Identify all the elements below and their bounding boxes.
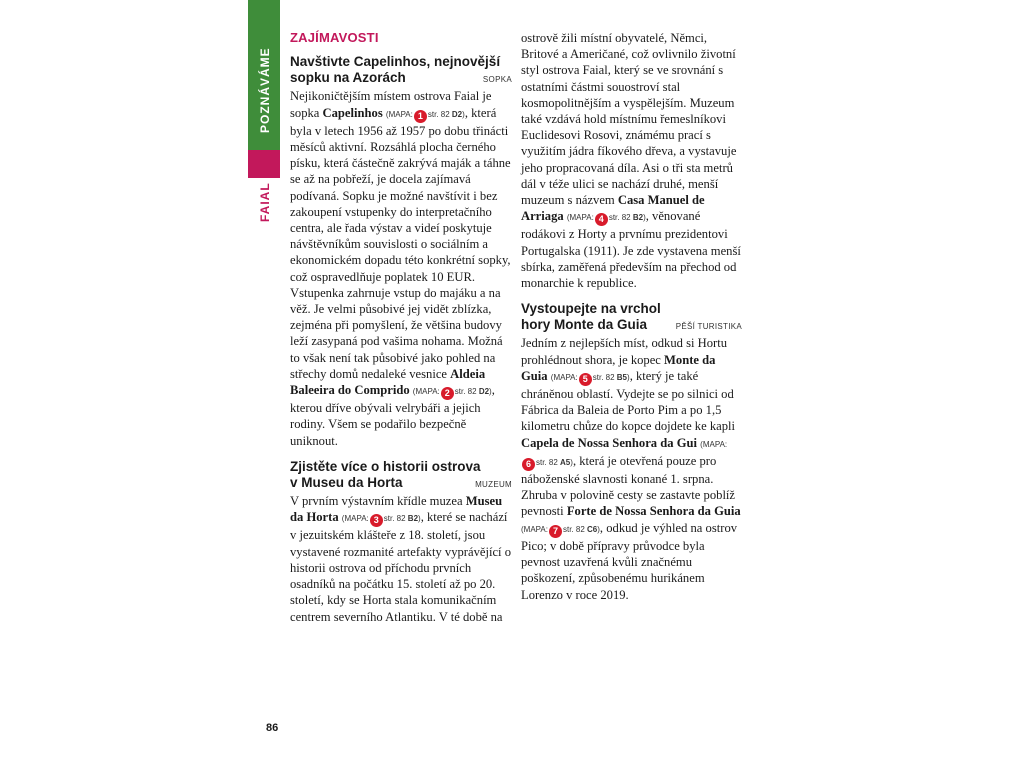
place-name: Aldeia Baleeira do Comprido xyxy=(290,366,486,398)
place-name: Museu da Horta xyxy=(290,494,503,525)
article-body-part1: V prvním výstavním křídle muzea Museu da Horta (MAPA: 3 str. 82 B2), které se nachází v jezuitském klášteře z 18. století, jsou vystavené rozmanité artefakty vyprávějící o historii ostrova od příchodu prvních osadníků na počátku 15. století až po 20. století, kdy se Horta stala komunikačním centrem severního Atlantiku. V té době na xyxy=(290,494,511,624)
place-name: Capelinhos xyxy=(322,105,383,120)
category-tag: SOPKA xyxy=(482,75,512,85)
article-title-cont: sopku na Azorách xyxy=(290,70,406,86)
article-body: Nejikoničtějším místem ostrova Faial je sopka Capelinhos (MAPA: 1 str. 82 D2), která byla v letech 1956 až 1957 po dobu třinácti měsíců aktivní. Rozsáhlá plocha černého písku, která částečně zakrývá maják a táhne se až na pobřeží, je docela zajímavá podívaná. Sopku je možné navštívit i bez zakoupení vstupenky do interpretačního centra, ale řada výstav a videí poskytuje návštěvníkům souvislosti o sociálním a ekonomickém dopadu této konkrétní sopky, což ospravedlňuje poplatek 10 EUR. Vstupenka zahrnuje vstup do majáku a na věž. Je velmi působivé jej vidět zblízka, zejména při pomyšlení, že většina budovy leží zasypaná pod vašima nohama. Možná to však není tak působivé jako pohled na střechy domů nedaleké vesnice Aldeia Baleeira do Comprido (MAPA: 2 str. 82 D2), kterou dříve obývali velrybáři a jejich rodiny. Všem se podařilo bezpečně uniknout. xyxy=(290,89,511,448)
place-name: Monte da Guia xyxy=(521,352,716,383)
place-name: Forte de Nossa Senhora da Guia xyxy=(566,504,741,519)
chapter-label: POZNÁVÁME xyxy=(258,47,272,133)
article-title: Navštivte Capelinhos, nejnovější xyxy=(290,54,501,70)
left-column xyxy=(290,30,512,635)
article-body-part2: ostrově žili místní obyvatelé, Němci, Britové a Američané, což ovlivnilo životní styl ostrova Faial, který se ve srovnání s ostatními částmi souostroví stal kosmopolitnějším a vyspělejším. Muzeum také vzdává hold místnímu řemeslníkovi Euclidesovi Rosovi, známému prací s využitím jádra fíkového dřeva, a vystavuje jeho propracovaná díla. Asi o tři sta metrů dál v téže ulici se nachází druhé, menší muzeum s názvem Casa Manuel de Arriaga (MAPA: 4 str. 82 B2), věnované rodákovi z Horty a prvnímu prezidentovi Portugalska (1911). Je zde vystavena menší sbírka, zaměřená především na přechod od monarchie k republice. xyxy=(521,31,741,291)
article-body: Jedním z nejlepších míst, odkud si Hortu prohlédnout shora, je kopec Monte da Guia (MAPA: 5 str. 82 B5), který je také chráněnou oblastí. Vydejte se po silnici od Fábrica da Baleia de Porto Pim a po 1,5 kilometru chůze do kopce dojdete ke kapli Capela de Nossa Senhora da Gui (MAPA:6 str. 82 A5), která je otevřená pouze pro náboženské slavnosti konané 1. srpna. Zhruba v polovině cesty se zastavte poblíž pevnosti Forte de Nossa Senhora da Guia (MAPA: 7 str. 82 C6), odkud je výhled na ostrov Pico; v době přípravy průvodce byla pevnost uzavřená kvůli značnému poškození, způsobenému hurikánem Lorenzo v roce 2019. xyxy=(521,336,741,602)
map-reference: (MAPA: 1 str. 82 D2) xyxy=(385,109,465,121)
map-marker-icon: 4 xyxy=(595,213,608,226)
island-label: FAIAL xyxy=(258,182,272,222)
page-number: 86 xyxy=(266,722,279,734)
map-marker-icon: 6 xyxy=(522,458,535,471)
map-marker-icon: 7 xyxy=(549,525,562,538)
map-marker-icon: 3 xyxy=(370,514,383,527)
article-title: Vystoupejte na vrchol xyxy=(521,301,661,317)
article-title-cont: v Museu da Horta xyxy=(290,474,403,490)
map-reference: (MAPA: 5 str. 82 B5) xyxy=(550,372,630,384)
map-reference: (MAPA:6 str. 82 A5) xyxy=(521,440,727,467)
map-marker-icon: 5 xyxy=(579,373,592,386)
place-name: Casa Manuel de Arriaga xyxy=(521,193,705,224)
map-reference: (MAPA: 4 str. 82 B2) xyxy=(566,213,646,225)
category-tag: MUZEUM xyxy=(475,479,512,489)
right-column xyxy=(521,30,742,613)
article-museu-continued xyxy=(521,30,742,291)
map-marker-icon: 2 xyxy=(441,387,454,400)
article-capelinhos xyxy=(290,54,512,449)
article-title: Zjistěte více o historii ostrova xyxy=(290,458,481,474)
place-name: Capela de Nossa Senhora da Gui xyxy=(521,435,697,450)
article-title-cont: hory Monte da Guia xyxy=(521,317,648,333)
map-reference: (MAPA: 7 str. 82 C6) xyxy=(521,524,600,536)
map-reference: (MAPA: 3 str. 82 B2) xyxy=(341,514,421,526)
article-monte-da-guia xyxy=(521,301,742,602)
category-tag: PĚŠÍ TURISTIKA xyxy=(675,322,742,332)
section-tab-pink xyxy=(248,150,280,178)
map-reference: (MAPA: 2 str. 82 D2) xyxy=(412,387,492,399)
article-museu-da-horta xyxy=(290,459,512,625)
map-marker-icon: 1 xyxy=(414,110,427,123)
section-label: ZAJÍMAVOSTI xyxy=(290,30,379,45)
